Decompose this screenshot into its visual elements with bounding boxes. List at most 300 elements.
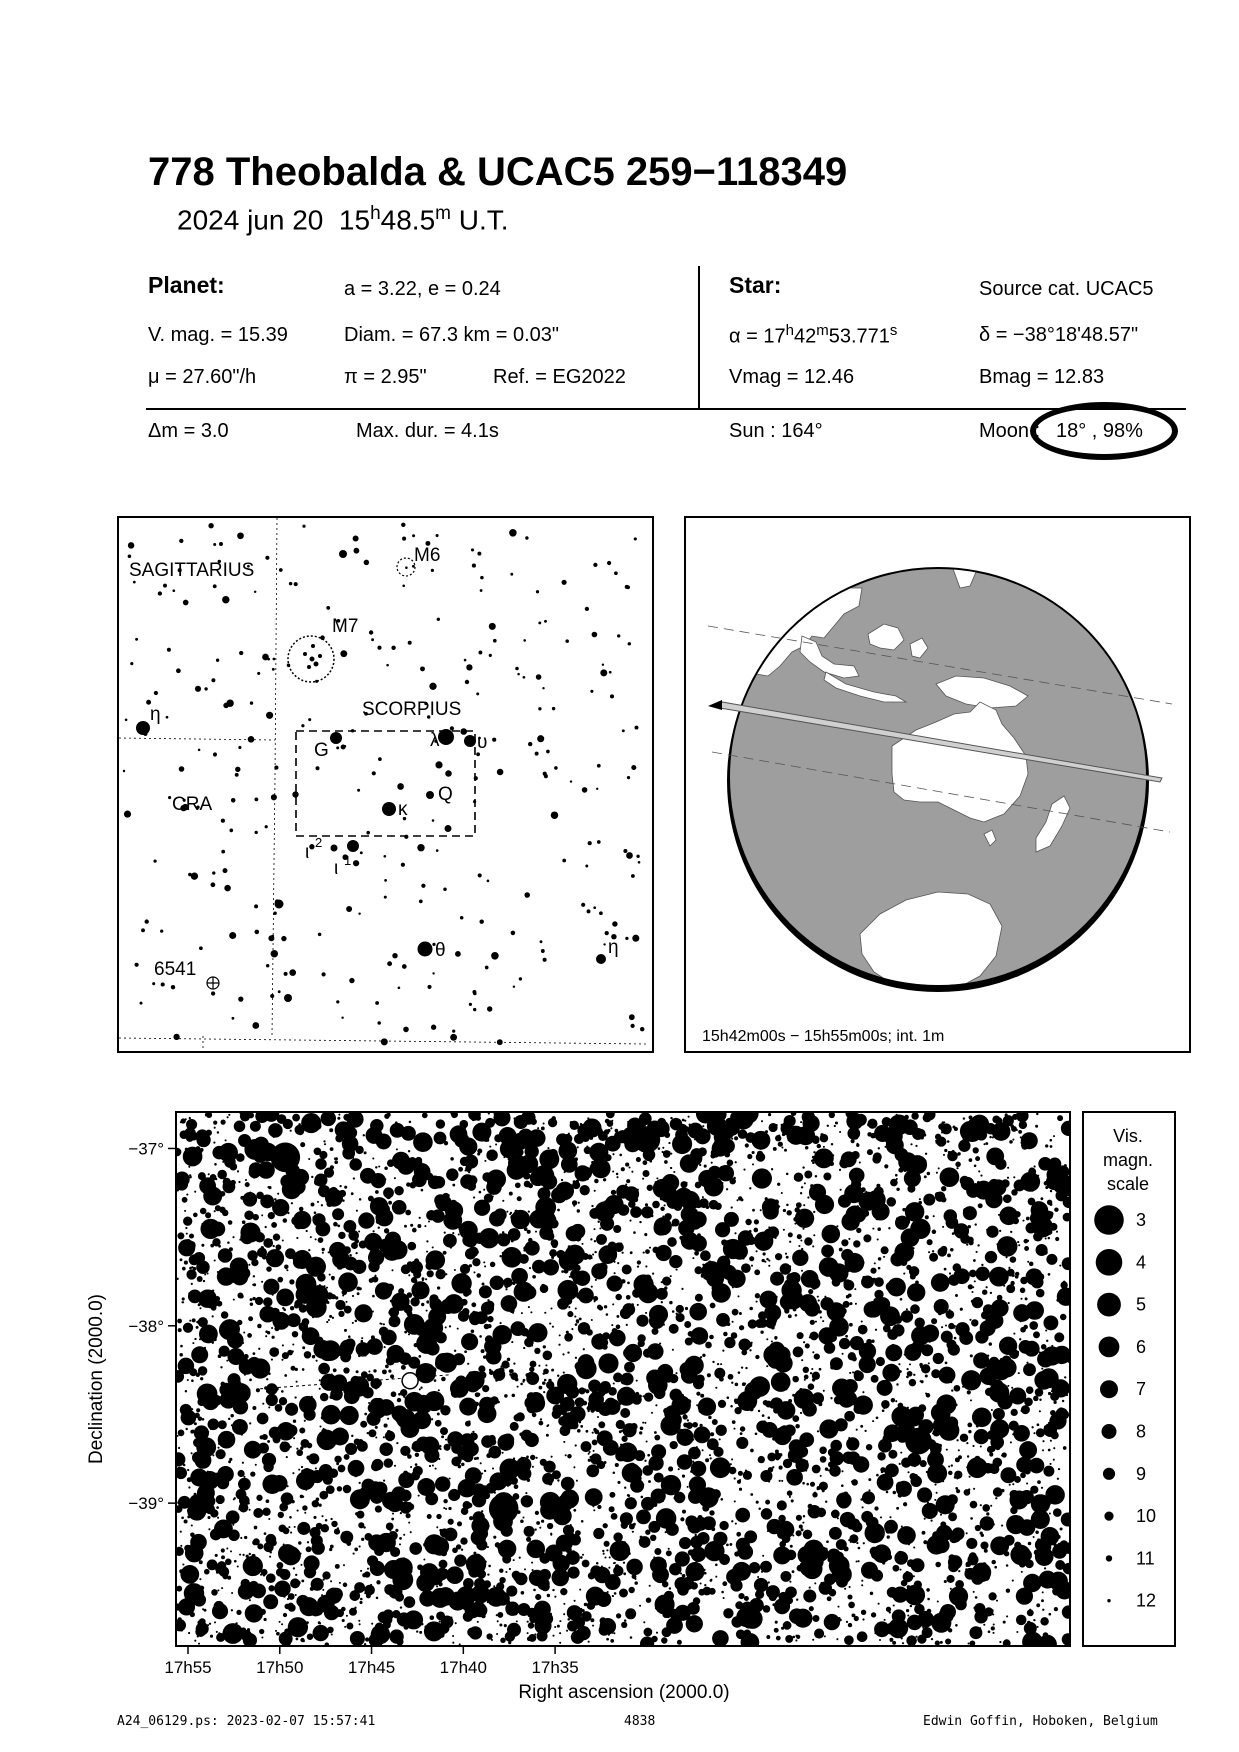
field-star [421,1266,424,1269]
field-star [298,1123,301,1126]
field-star [375,1506,382,1513]
field-star [972,1297,983,1308]
field-star [408,1611,414,1617]
field-star [437,1445,439,1447]
finder-star [625,937,628,940]
field-star [808,1504,813,1509]
finder-star [123,770,125,772]
field-star [313,1585,316,1588]
field-star [839,1131,841,1133]
field-star [810,1482,815,1487]
field-star [502,1252,504,1254]
field-star [251,1554,255,1558]
field-star [346,1144,349,1147]
field-star [951,1464,953,1466]
field-star [400,1187,402,1189]
field-star [644,1641,647,1644]
field-star [497,1620,499,1622]
field-star [354,1548,358,1552]
field-star [817,1144,821,1148]
field-star [452,1184,455,1187]
field-star [657,1458,659,1460]
field-star [947,1575,955,1583]
field-star [953,1327,955,1329]
field-star [717,1363,719,1365]
field-star [1006,1589,1010,1593]
field-star [723,1226,725,1228]
field-star [655,1404,657,1406]
field-star [629,1220,631,1222]
finder-star [221,850,225,854]
field-star [817,1296,819,1298]
finder-star [436,534,439,537]
field-star [625,1497,637,1509]
field-star [436,1545,442,1551]
field-star [768,1265,770,1267]
field-star [636,1510,651,1525]
field-star [194,1640,196,1642]
field-star [596,1562,599,1565]
field-star [614,1272,616,1274]
field-star [510,1142,516,1148]
field-star [769,1123,778,1132]
field-star [580,1295,585,1300]
field-star [884,1393,886,1395]
field-star [550,1307,552,1309]
field-star [458,1212,460,1214]
finder-star [204,687,207,690]
field-star [958,1529,960,1531]
field-star [279,1476,282,1479]
field-star [750,1493,753,1496]
field-star [566,1385,579,1398]
field-star [927,1598,930,1601]
field-star [177,1501,181,1505]
field-star [1010,1231,1012,1233]
field-star [764,1261,766,1263]
planet-vmag: V. mag. = 15.39 [148,324,288,346]
field-star [359,1242,361,1244]
field-star [483,1189,485,1191]
field-star [410,1224,413,1227]
field-star [279,1503,288,1512]
finder-star [592,632,598,638]
field-star [492,1467,494,1469]
field-star [848,1602,855,1609]
field-star [815,1321,817,1323]
field-star [656,1245,672,1261]
field-star [825,1501,827,1503]
field-star [628,1200,635,1207]
field-star [520,1520,524,1524]
field-star [1062,1257,1075,1270]
field-star [1057,1287,1075,1305]
field-star [613,1472,616,1475]
field-star [878,1267,881,1270]
field-star [754,1578,768,1592]
field-star [321,1405,341,1425]
field-star [507,1612,510,1615]
field-star [751,1265,753,1267]
star-vmag: Vmag = 12.46 [729,366,855,388]
field-star [862,1618,864,1620]
field-star [266,1266,272,1272]
field-star [727,1160,734,1167]
field-star [968,1642,970,1644]
field-star [771,1320,774,1323]
field-star [797,1332,804,1339]
field-star [559,1620,561,1622]
field-star [1039,1518,1042,1521]
field-star [594,1429,599,1434]
field-star [668,1548,670,1550]
field-star [616,1315,619,1318]
field-star [388,1201,392,1205]
field-star [995,1497,997,1499]
field-star [895,1174,898,1177]
field-star [1065,1201,1073,1209]
field-star [745,1143,749,1147]
field-star [935,1641,940,1646]
field-star [863,1542,865,1544]
field-star [335,1564,340,1569]
field-star [836,1466,838,1468]
field-star [602,1550,604,1552]
star-bmag: Bmag = 12.83 [979,366,1105,388]
field-star [238,1478,251,1491]
field-star [835,1121,838,1124]
field-star [637,1265,639,1267]
field-star [400,1512,402,1514]
field-star [484,1265,486,1267]
finder-star [585,607,589,611]
field-star [437,1286,440,1289]
field-star [830,1431,832,1433]
field-star [676,1429,693,1446]
field-star [262,1403,264,1405]
field-star [845,1566,848,1569]
field-star [217,1589,219,1591]
field-star [626,1295,631,1300]
finder-star [273,658,276,661]
field-star [631,1171,633,1173]
finder-star [445,825,452,832]
field-star [947,1140,950,1143]
planet-motion: μ = 27.60"/h [148,366,257,388]
field-star [836,1638,838,1640]
field-star [801,1270,803,1272]
field-star [509,1192,513,1196]
field-star [861,1320,863,1322]
field-star [789,1496,791,1498]
field-star [935,1192,940,1197]
field-star [920,1380,922,1382]
field-star [652,1328,659,1335]
field-star [439,1620,441,1622]
field-star [997,1295,1003,1301]
field-star [345,1127,357,1139]
finder-star [473,992,477,996]
star-bright-left [275,900,284,909]
field-star [713,1532,727,1546]
field-star [726,1569,742,1585]
field-star [324,1143,326,1145]
field-star [282,1239,284,1241]
field-star [406,1513,411,1518]
field-star [960,1434,968,1442]
field-star [1034,1371,1053,1390]
field-star [640,1426,644,1430]
field-star [952,1125,955,1128]
field-star [581,1243,583,1245]
field-star [727,1396,730,1399]
label-m7: M7 [332,616,359,637]
field-star [228,1114,230,1116]
field-star [218,1431,236,1449]
field-star [484,1470,486,1472]
field-star [658,1147,661,1150]
field-star [866,1444,872,1450]
field-star [547,1523,553,1529]
field-star [643,1252,645,1254]
field-star [464,1442,479,1457]
field-star [368,1534,385,1551]
finder-star [386,664,389,667]
field-star [297,1510,299,1512]
finder-star [238,996,243,1001]
field-star [800,1121,802,1123]
field-star [359,1601,362,1604]
field-star [427,1270,434,1277]
field-star [488,1446,501,1459]
field-star [444,1232,446,1234]
field-star [501,1433,514,1446]
field-star [866,1339,872,1345]
field-star [992,1136,994,1138]
field-star [1045,1144,1048,1147]
field-star [927,1463,947,1483]
field-star [1016,1396,1019,1399]
field-star [999,1230,1001,1232]
field-star [616,1543,621,1548]
field-star [311,1329,316,1334]
field-star [476,1273,481,1278]
field-star [528,1306,530,1308]
label-kappa: κ [398,799,408,820]
field-star [803,1530,813,1540]
field-star [949,1348,951,1350]
field-star [677,1640,682,1645]
field-star [547,1147,549,1149]
field-star [666,1523,679,1536]
field-star [708,1416,712,1420]
field-star [610,1127,612,1129]
field-star [234,1560,237,1563]
field-star [1034,1515,1036,1517]
field-star [383,1323,385,1325]
field-star [999,1337,1017,1355]
field-star [884,1619,886,1621]
field-star [712,1419,718,1425]
field-star [431,1418,433,1420]
finder-star [346,906,352,912]
finder-star [262,654,269,661]
field-star [802,1166,804,1168]
field-star [536,1457,538,1459]
field-star [404,1331,407,1334]
field-star [285,1403,298,1416]
field-star [1010,1441,1012,1443]
field-star [967,1210,969,1212]
field-star [539,1386,543,1390]
field-star [973,1352,989,1368]
field-star [895,1400,897,1402]
field-star [932,1432,934,1434]
field-star [935,1562,941,1568]
field-star [276,1348,278,1350]
field-star [741,1198,744,1201]
field-star [461,1333,478,1350]
field-star [421,1136,429,1144]
finder-star [168,796,171,799]
field-star [429,1465,431,1467]
field-star [333,1222,338,1227]
field-star [1042,1449,1044,1451]
field-star [467,1503,472,1508]
field-star [350,1406,353,1409]
field-star [763,1420,765,1422]
field-star [654,1548,661,1555]
field-star [350,1281,356,1287]
field-star [733,1428,735,1430]
field-star [254,1606,256,1608]
finder-star [552,707,555,710]
field-star [929,1253,938,1262]
field-star [543,1345,546,1348]
field-star [594,1251,596,1253]
field-star [812,1372,820,1380]
field-star [886,1313,894,1321]
field-star [831,1159,833,1161]
field-star [644,1422,646,1424]
field-star [586,1145,588,1147]
field-star [887,1535,890,1538]
field-star [795,1639,797,1641]
finder-star [375,1001,379,1005]
field-star [407,1311,413,1317]
field-star [445,1439,447,1441]
field-star [962,1125,964,1127]
field-star [1024,1341,1040,1357]
field-star [844,1588,846,1590]
field-star [581,1274,583,1276]
field-star [837,1606,839,1608]
field-star [857,1631,868,1642]
field-star [789,1558,791,1560]
field-star [1043,1466,1054,1477]
field-star [1061,1512,1075,1526]
field-star [542,1381,546,1385]
field-star [558,1142,577,1161]
field-star [263,1574,266,1577]
field-star [722,1581,727,1586]
field-star [888,1524,890,1526]
field-star [966,1538,977,1549]
field-star [283,1218,288,1223]
field-star [407,1292,413,1298]
field-star [982,1289,987,1294]
field-star [376,1597,379,1600]
field-star [604,1556,606,1558]
field-star [504,1284,509,1289]
finder-star [640,1027,644,1031]
field-star [1041,1368,1043,1370]
field-star [804,1171,812,1179]
field-star [652,1566,669,1583]
field-star [829,1527,842,1540]
field-star [388,1531,397,1540]
field-star [1025,1301,1044,1320]
field-star [726,1188,728,1190]
field-star [513,1559,515,1561]
field-star [449,1325,451,1327]
field-star [696,1392,700,1396]
field-star [289,1279,294,1284]
field-star [648,1480,651,1483]
field-star [606,1109,615,1118]
field-star [579,1317,582,1320]
field-star [255,1297,263,1305]
field-star [645,1312,647,1314]
field-star [651,1636,658,1643]
finder-star [289,582,293,586]
field-star [666,1550,672,1556]
moon-value: 18° , 98% [1056,420,1143,442]
field-star [1029,1262,1034,1267]
field-star [388,1370,391,1373]
field-star [287,1212,289,1214]
finder-star [274,766,278,770]
field-star [214,1621,216,1623]
field-star [617,1246,619,1248]
field-star [681,1181,688,1188]
field-star [681,1232,699,1250]
field-star [432,1246,434,1248]
field-star [986,1286,988,1288]
finder-star [366,831,370,835]
field-star [501,1295,518,1312]
field-star [1040,1197,1043,1200]
field-star [390,1374,394,1378]
field-star [772,1603,775,1606]
field-star [786,1204,789,1207]
field-star [1006,1564,1009,1567]
field-star [871,1570,883,1582]
field-star [938,1247,947,1256]
magnitude-drop: Δm = 3.0 [148,420,229,442]
field-star [877,1227,881,1231]
finder-star [509,529,517,537]
field-star [612,1170,614,1172]
field-star [694,1305,697,1308]
finder-star [364,560,370,566]
field-star [826,1154,828,1156]
field-star [372,1592,374,1594]
finder-star [171,985,175,989]
field-star [788,1314,792,1318]
field-star [647,1185,653,1191]
field-star [917,1634,926,1643]
